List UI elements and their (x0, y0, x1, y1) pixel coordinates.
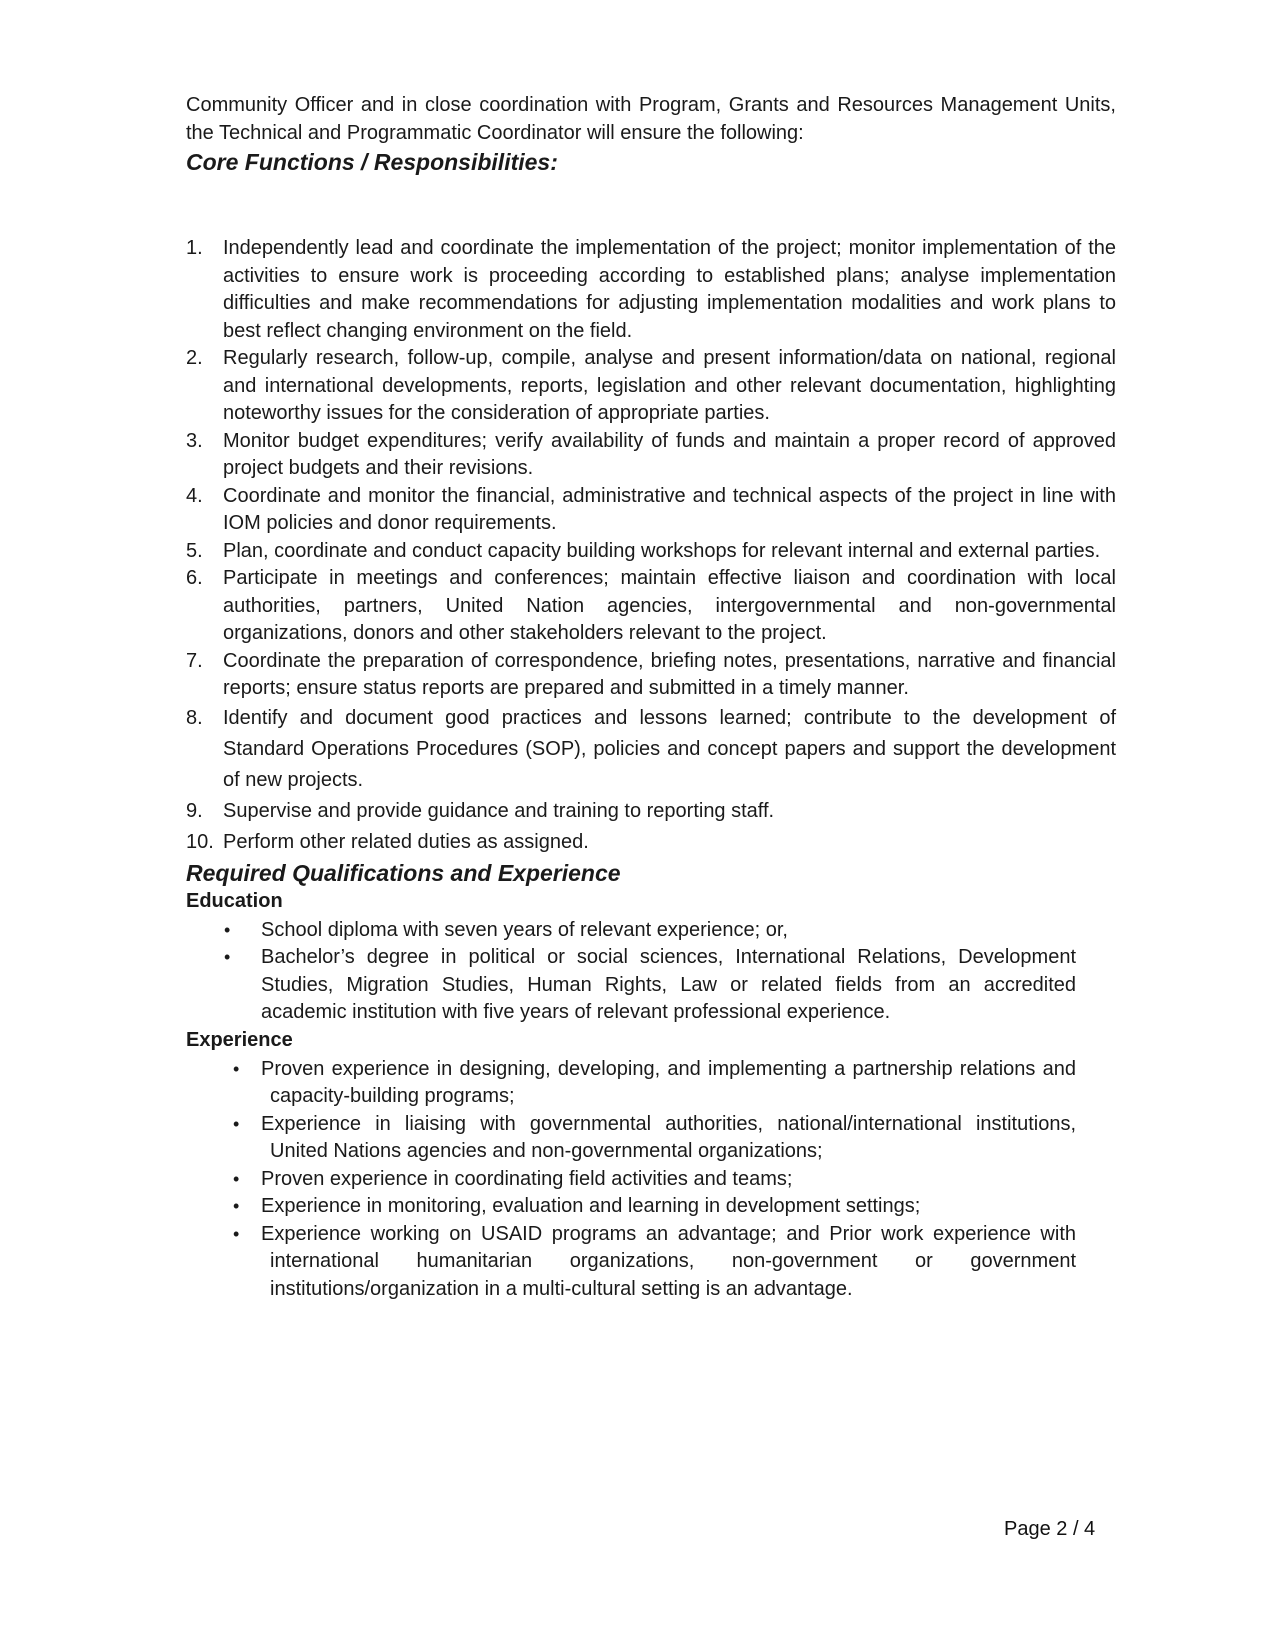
list-item (186, 917, 1076, 945)
page-number: Page 2 / 4 (1004, 1518, 1096, 1540)
list-item-text: Identify and document good practices and lessons learned; contribute to the development of Standard Operations Procedures (SOP), policies and concept papers and support the development of new projects. (223, 706, 1116, 791)
list-item-text: Proven experience in coordinating field activities and teams; (261, 1167, 793, 1190)
list-item (186, 483, 1116, 538)
list-item (186, 1056, 1076, 1111)
list-item-text: Perform other related duties as assigned. (223, 830, 589, 853)
list-item-text: Proven experience in designing, developing, and implementing a partnership relations and capacity-building programs; (261, 1057, 1076, 1107)
bullet-icon: • (233, 1058, 240, 1079)
list-item-text: Participate in meetings and conferences; maintain effective liaison and coordination with local authorities, partners, United Nation agencies, intergovernmental and non-governmental organizations, donors and other stakeholders relevant to the project. (223, 567, 1116, 644)
list-number: 5. (186, 539, 203, 562)
list-item (186, 235, 1116, 345)
list-number: 10. (186, 830, 214, 853)
list-number: 6. (186, 567, 203, 589)
list-item (186, 565, 1116, 648)
list-item (186, 538, 1116, 566)
list-item-text: Bachelor’s degree in political or social sciences, International Relations, Development Studies, Migration Studies, Human Rights, Law or related fields from an accredited academic institution with five years of relevant professional experience. (261, 946, 1076, 1023)
experience-heading: Experience (186, 1028, 293, 1051)
list-item-text: Regularly research, follow-up, compile, analyse and present information/data on national, regional and international developments, reports, legislation and other relevant documentation, highlighting noteworthy issues for the consideration of appropriate parties. (223, 347, 1116, 424)
list-number: 2. (186, 347, 203, 369)
list-item (186, 703, 1116, 796)
list-item (186, 345, 1116, 428)
list-item (186, 1221, 1076, 1304)
list-item (186, 1193, 1076, 1221)
bullet-icon: • (233, 1168, 240, 1189)
list-item-text: Plan, coordinate and conduct capacity building workshops for relevant internal and external parties. (223, 539, 1101, 562)
list-item (186, 648, 1116, 703)
list-number: 4. (186, 484, 203, 507)
list-item-text: Experience in monitoring, evaluation and learning in development settings; (261, 1195, 921, 1217)
education-heading: Education (186, 889, 283, 912)
list-item-text: Independently lead and coordinate the implementation of the project; monitor implementation of the activities to ensure work is proceeding according to established plans; analyse implementation difficulties and make recommendations for adjusting implementation modalities and work plans to best reflect changing environment on the field. (223, 237, 1116, 342)
core-functions-heading: Core Functions / Responsibilities: (186, 149, 558, 175)
list-number: 7. (186, 649, 203, 672)
list-number: 1. (186, 237, 203, 259)
list-item-text: Experience working on USAID programs an advantage; and Prior work experience with international humanitarian organizations, non-government or government institutions/organization in a multi-cultural setting is an advantage. (261, 1222, 1076, 1300)
list-item (186, 1111, 1076, 1166)
list-item-text: Supervise and provide guidance and training to reporting staff. (223, 799, 775, 822)
list-item-text: Coordinate the preparation of correspondence, briefing notes, presentations, narrative and financial reports; ensure status reports are prepared and submitted in a timely manner. (223, 649, 1116, 699)
bullet-icon: • (233, 1223, 240, 1244)
list-item-text: School diploma with seven years of relevant experience; or, (261, 918, 788, 941)
qualifications-heading: Required Qualifications and Experience (186, 859, 621, 886)
list-item (186, 428, 1116, 483)
list-item-text: Experience in liaising with governmental authorities, national/international institutions, United Nations agencies and non-governmental organizations; (261, 1112, 1076, 1162)
list-item (186, 796, 1116, 827)
experience-list (186, 1056, 1076, 1304)
list-number: 8. (186, 706, 203, 729)
list-item (186, 944, 1076, 1027)
list-number: 3. (186, 429, 203, 452)
list-item (186, 827, 1116, 858)
list-item-text: Coordinate and monitor the financial, administrative and technical aspects of the project in line with IOM policies and donor requirements. (223, 484, 1116, 534)
education-list (186, 917, 1076, 1027)
duties-list (186, 235, 1116, 858)
bullet-icon: • (224, 919, 231, 940)
list-item (186, 1166, 1076, 1194)
bullet-icon: • (224, 947, 231, 967)
list-item-text: Monitor budget expenditures; verify availability of funds and maintain a proper record of approved project budgets and their revisions. (223, 429, 1116, 479)
intro-paragraph: Community Officer and in close coordination with Program, Grants and Resources Management Units, the Technical and Programmatic Coordinator will ensure the following: (186, 94, 1116, 144)
bullet-icon: • (233, 1196, 240, 1216)
page-content (186, 92, 1116, 1303)
bullet-icon: • (233, 1113, 240, 1134)
list-number: 9. (186, 799, 203, 822)
